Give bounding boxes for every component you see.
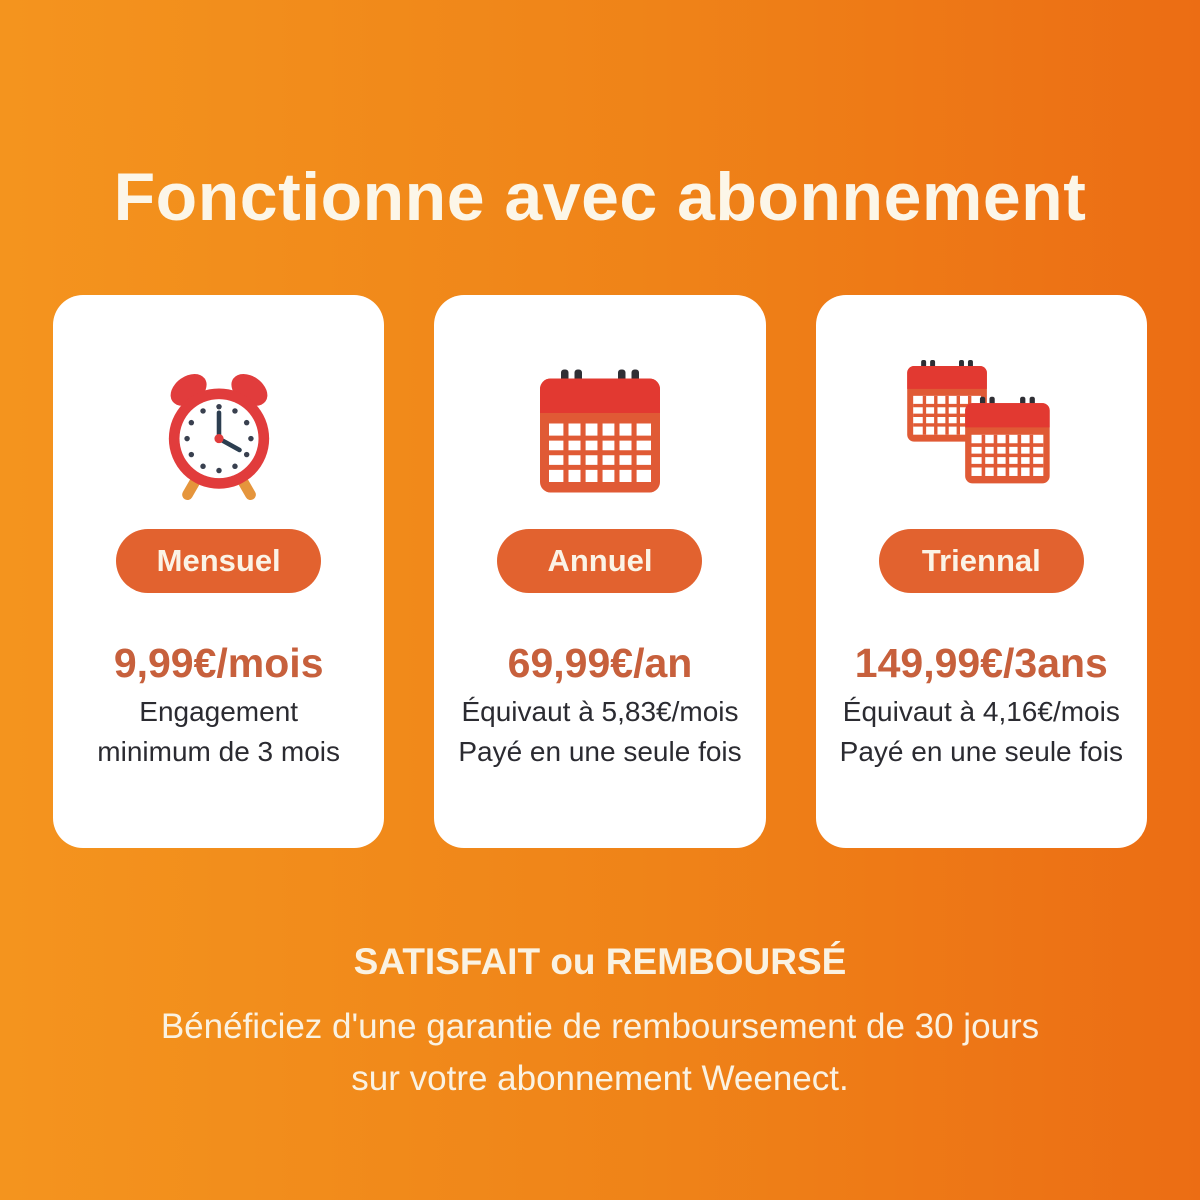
plan-description-line1: Équivaut à 5,83€/mois [461, 696, 739, 727]
plan-description [97, 692, 340, 772]
plan-description-line2: Payé en une seule fois [839, 736, 1123, 767]
calendar-icon [525, 347, 675, 515]
alarm-clock-icon [143, 347, 295, 515]
plan-badge-triennal[interactable]: Triennal [879, 529, 1084, 593]
plan-cards-row [53, 295, 1147, 848]
plan-badge-annuel[interactable]: Annuel [497, 529, 702, 593]
guarantee-headline: SATISFAIT ou REMBOURSÉ [353, 941, 847, 982]
guarantee-text-line2: sur votre abonnement Weenect. [351, 1059, 849, 1098]
plan-badge-mensuel[interactable]: Mensuel [116, 529, 321, 593]
plan-card-annuel [434, 295, 765, 848]
plan-card-mensuel [53, 295, 384, 848]
plan-description-line1: Engagement [139, 696, 299, 727]
plan-description-line2: minimum de 3 mois [97, 736, 341, 767]
guarantee-section [0, 941, 1200, 1105]
plan-price: 9,99€/mois [113, 640, 324, 686]
guarantee-text-line1: Bénéficiez d'une garantie de remboursement de 30 jours [160, 1007, 1040, 1046]
plan-description [840, 692, 1123, 772]
plan-description-line2: Payé en une seule fois [458, 736, 742, 767]
plan-description-line1: Équivaut à 4,16€/mois [842, 696, 1120, 727]
plan-description [458, 692, 741, 772]
plan-card-triennal [816, 295, 1147, 848]
plan-price: 149,99€/3ans [854, 640, 1108, 686]
page-title: Fonctionne avec abonnement [113, 158, 1087, 235]
plan-price: 69,99€/an [507, 640, 693, 686]
double-calendar-icon [893, 347, 1069, 515]
